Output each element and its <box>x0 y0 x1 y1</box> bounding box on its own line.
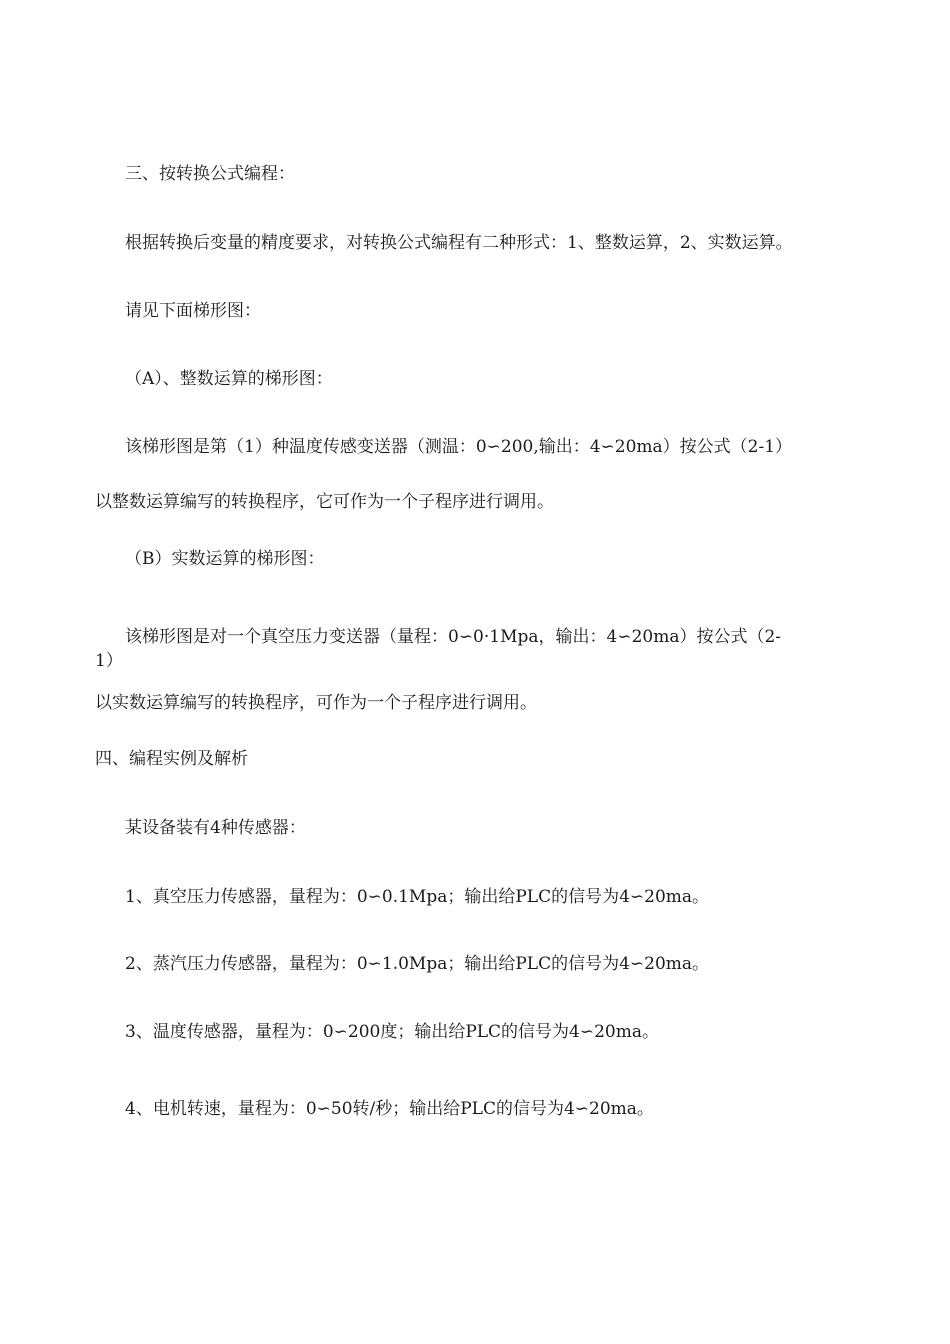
subsection-b-desc-line1: 该梯形图是对一个真空压力变送器（量程：0∽0·1Mpa，输出：4∽20ma）按公式（2- <box>125 627 782 647</box>
section3-heading: 三、按转换公式编程： <box>125 164 295 184</box>
subsection-b-heading: （B）实数运算的梯形图： <box>125 549 325 569</box>
see-ladder-text: 请见下面梯形图： <box>125 301 261 321</box>
sensor-item-3: 3、温度传感器，量程为：0∽200度；输出给PLC的信号为4∽20ma。 <box>125 1022 660 1042</box>
section4-intro: 某设备装有4种传感器： <box>125 818 306 838</box>
subsection-a-heading: （A）、整数运算的梯形图： <box>125 369 333 389</box>
sensor-item-4: 4、电机转速，量程为：0∽50转/秒；输出给PLC的信号为4∽20ma。 <box>125 1099 654 1119</box>
subsection-a-desc-line1: 该梯形图是第（1）种温度传感变送器（测温：0∽200,输出：4∽20ma）按公式（2-1） <box>125 437 793 457</box>
section3-intro: 根据转换后变量的精度要求，对转换公式编程有二种形式：1、整数运算，2、实数运算。 <box>125 233 793 253</box>
sensor-item-1: 1、真空压力传感器，量程为：0∽0.1Mpa；输出给PLC的信号为4∽20ma。 <box>125 887 710 907</box>
subsection-a-desc-line2: 以整数运算编写的转换程序，它可作为一个子程序进行调用。 <box>95 492 554 512</box>
sensor-item-2: 2、蒸汽压力传感器，量程为：0∽1.0Mpa；输出给PLC的信号为4∽20ma。 <box>125 954 710 974</box>
subsection-b-desc-line2: 以实数运算编写的转换程序，可作为一个子程序进行调用。 <box>95 693 537 713</box>
subsection-b-desc-wrap: 1） <box>95 651 123 671</box>
section4-heading: 四、编程实例及解析 <box>95 749 248 769</box>
